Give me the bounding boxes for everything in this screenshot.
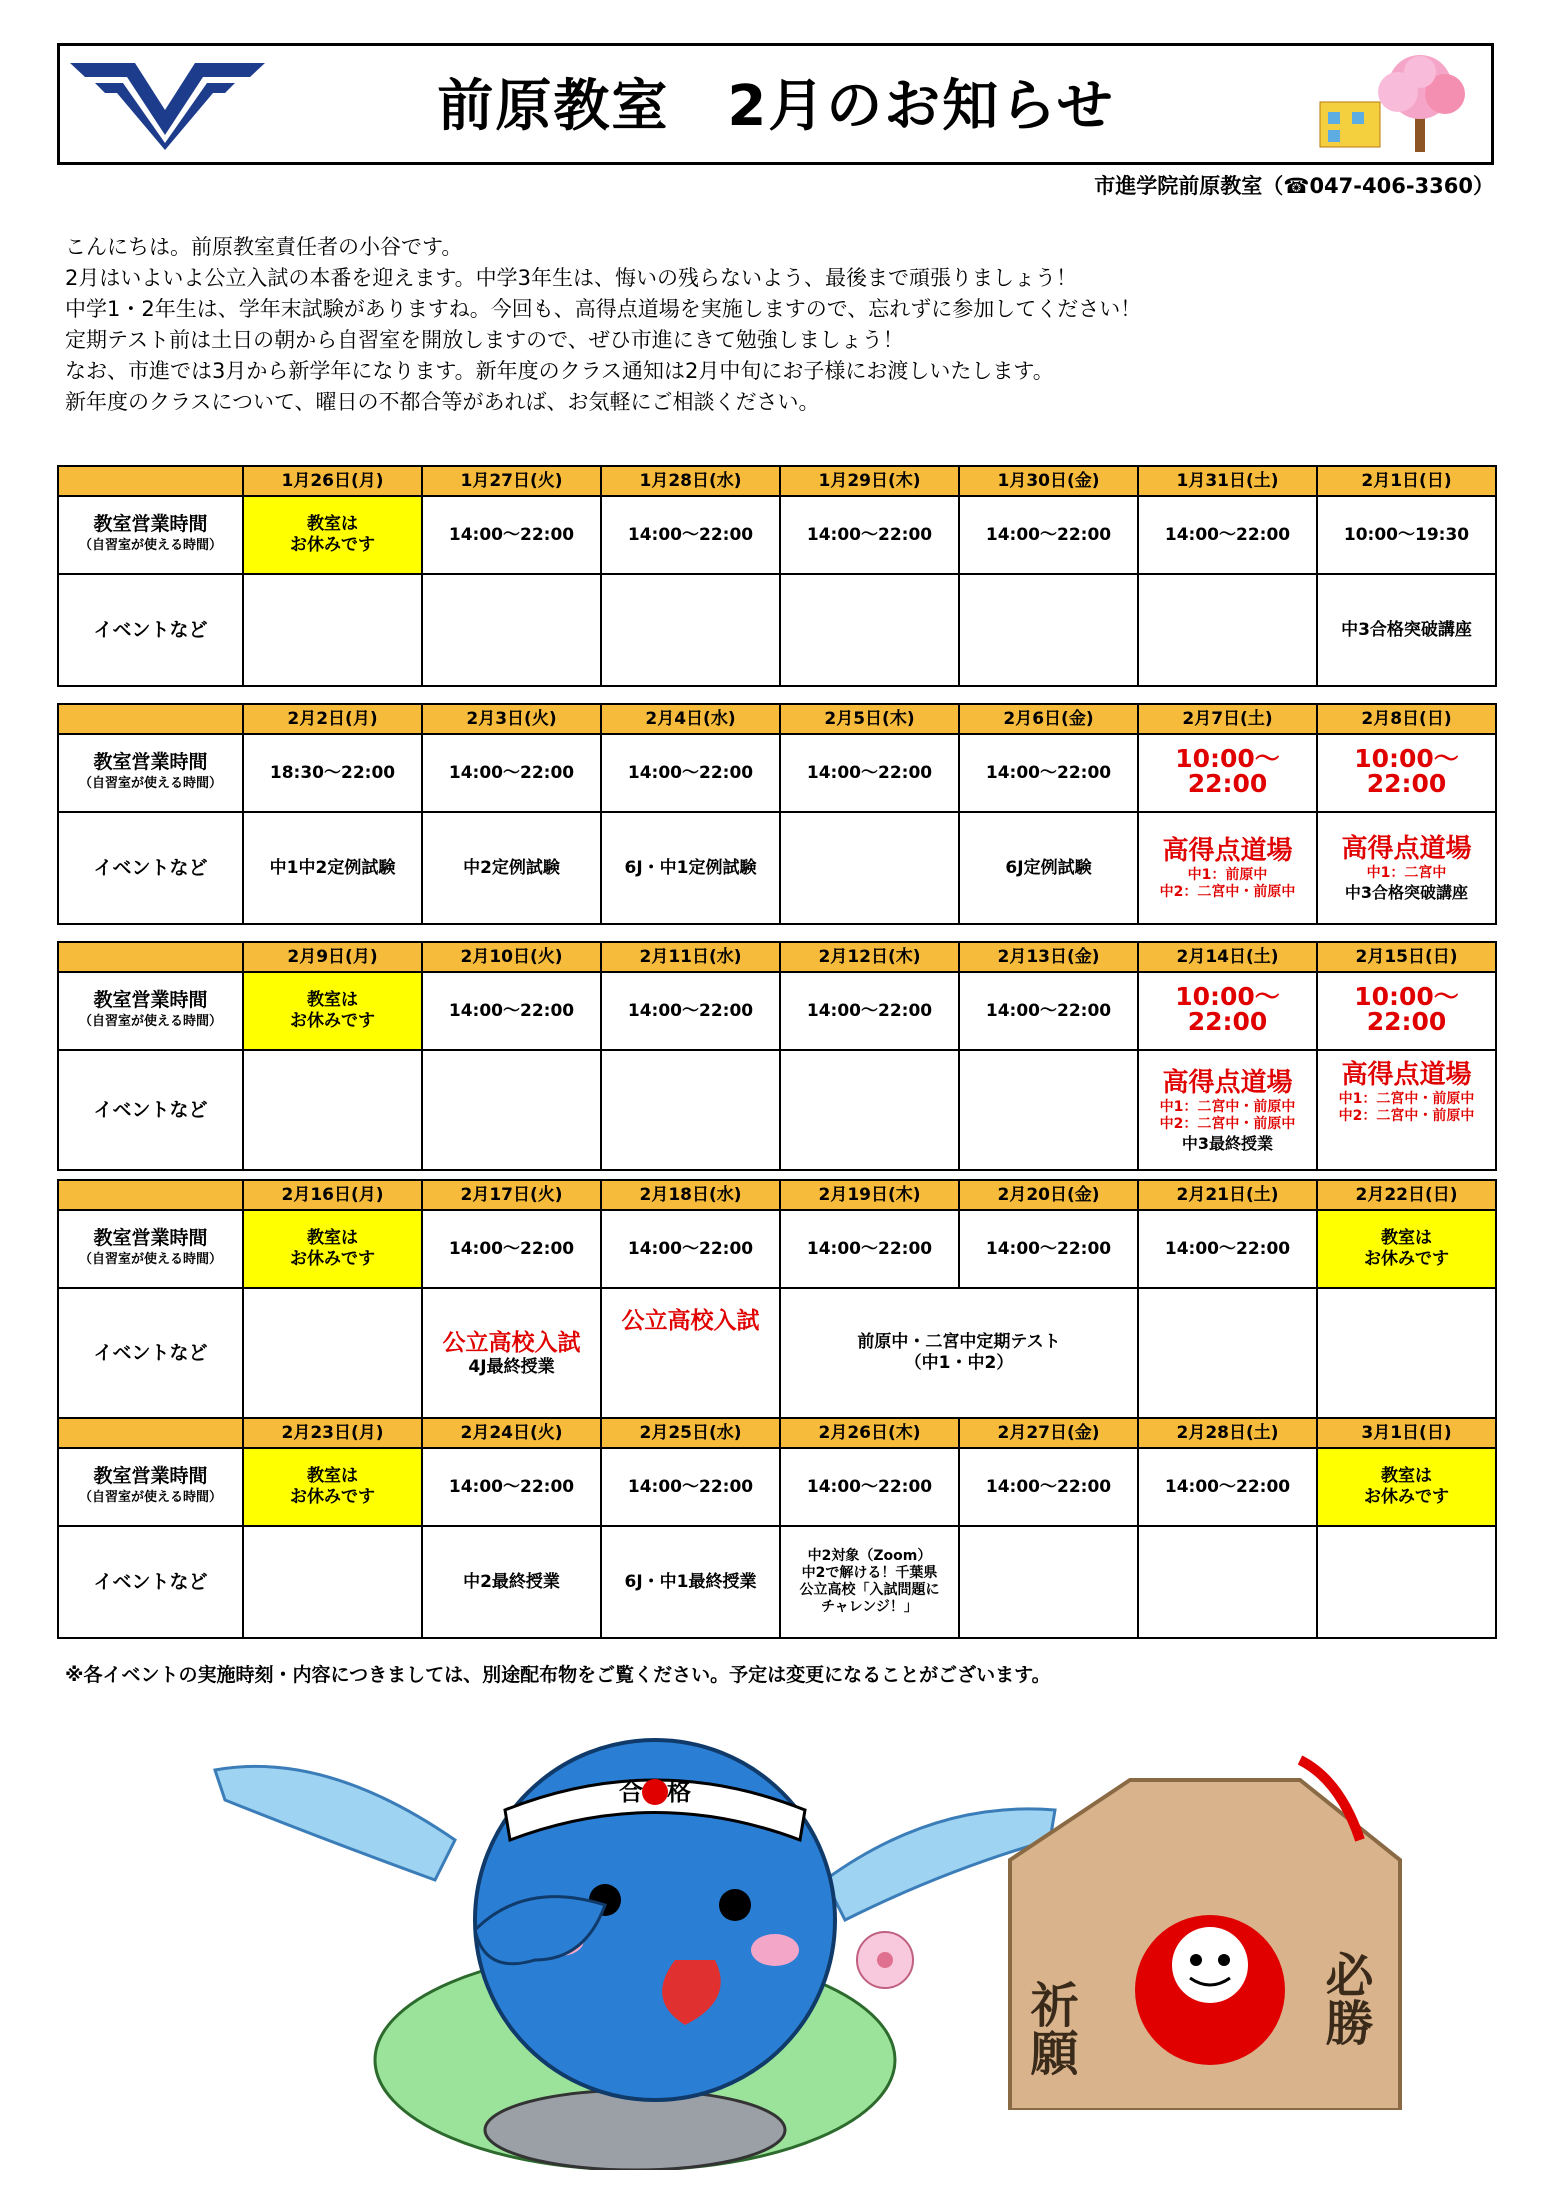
- events-label: イベントなど: [58, 1050, 243, 1170]
- hours-cell: 14:00～22:00: [959, 1210, 1138, 1288]
- closed-cell: 教室は お休みです: [1317, 1448, 1496, 1526]
- event-cell: 前原中・二宮中定期テスト （中1・中2）: [780, 1288, 1138, 1418]
- event-cell: [601, 1050, 780, 1170]
- intro-line: 新年度のクラスについて、曜日の不都合等があれば、お気軽にご相談ください。: [65, 390, 820, 414]
- hours-cell: 14:00～22:00: [780, 496, 959, 574]
- closed-cell: 教室は お休みです: [243, 496, 422, 574]
- event-cell: [1138, 1526, 1317, 1638]
- hours-row: [58, 734, 1496, 812]
- hours-cell: 14:00～22:00: [422, 734, 601, 812]
- intro-line: 2月はいよいよ公立入試の本番を迎えます。中学3年生は、悔いの残らないよう、最後まで頑張りましょう！: [65, 266, 1078, 290]
- event-cell: [780, 1050, 959, 1170]
- date-header-row: [58, 942, 1496, 972]
- date-cell: 2月6日(金): [959, 704, 1138, 734]
- events-label: イベントなど: [58, 812, 243, 924]
- event-cell: [780, 812, 959, 924]
- hours-cell: 14:00～22:00: [959, 496, 1138, 574]
- date-cell: 2月10日(火): [422, 942, 601, 972]
- date-cell: 2月25日(水): [601, 1418, 780, 1448]
- hours-cell: 10:00～19:30: [1317, 496, 1496, 574]
- hours-cell: 14:00～22:00: [601, 1448, 780, 1526]
- hours-label: 教室営業時間 （自習室が使える時間）: [58, 1448, 243, 1526]
- date-cell: 2月20日(金): [959, 1180, 1138, 1210]
- event-cell: 中2最終授業: [422, 1526, 601, 1638]
- page-title: 前原教室 2月のお知らせ: [437, 74, 1115, 139]
- hours-cell: 14:00～22:00: [422, 1210, 601, 1288]
- date-header-row: [58, 704, 1496, 734]
- date-cell: 2月16日(月): [243, 1180, 422, 1210]
- hours-cell: 14:00～22:00: [780, 734, 959, 812]
- event-cell: 高得点道場 中1：前原中 中2：二宮中・前原中: [1138, 812, 1317, 924]
- hours-cell: 14:00～22:00: [780, 1210, 959, 1288]
- week-schedule-1: [57, 465, 1497, 687]
- cherry-tree-illustration: [1310, 52, 1470, 157]
- intro-line: なお、市進では3月から新学年になります。新年度のクラス通知は2月中旬にお子様にお渡しいたします。: [65, 359, 1054, 383]
- event-cell: [1138, 1288, 1317, 1418]
- events-row: [58, 1050, 1496, 1170]
- date-cell: 2月21日(土): [1138, 1180, 1317, 1210]
- mascot-illustration: [205, 1730, 1065, 2170]
- event-cell: [601, 574, 780, 686]
- contact-info: 市進学院前原教室（☎047-406-3360）: [1094, 174, 1494, 198]
- date-cell: 2月4日(水): [601, 704, 780, 734]
- event-cell: [243, 1288, 422, 1418]
- hours-row: [58, 1210, 1496, 1288]
- hours-row: [58, 496, 1496, 574]
- events-label: イベントなど: [58, 1526, 243, 1638]
- date-cell: 2月26日(木): [780, 1418, 959, 1448]
- event-cell: [422, 1050, 601, 1170]
- event-cell: [243, 574, 422, 686]
- closed-cell: 教室は お休みです: [243, 972, 422, 1050]
- date-cell: 1月27日(火): [422, 466, 601, 496]
- sakura-icon: [857, 1932, 913, 1988]
- date-cell: 2月27日(金): [959, 1418, 1138, 1448]
- event-cell: 中2対象（Zoom） 中2で解ける！千葉県 公立高校「入試問題に チャレンジ！」: [780, 1526, 959, 1638]
- intro-line: 定期テスト前は土日の朝から自習室を開放しますので、ぜひ市進にきて勉強しましょう！: [65, 328, 904, 352]
- event-cell: 中2定例試験: [422, 812, 601, 924]
- intro-message: [65, 232, 1141, 418]
- event-cell: 公立高校入試 4J最終授業: [422, 1288, 601, 1418]
- date-cell: 1月31日(土): [1138, 466, 1317, 496]
- date-cell: 1月28日(水): [601, 466, 780, 496]
- hours-row: [58, 972, 1496, 1050]
- hours-cell: 14:00～22:00: [601, 1210, 780, 1288]
- event-cell: [1317, 1526, 1496, 1638]
- blank-cell: [58, 1418, 243, 1448]
- events-row: [58, 812, 1496, 924]
- intro-line: 中学1・2年生は、学年末試験がありますね。今回も、高得点道場を実施しますので、忘れずに参加してください！: [65, 297, 1142, 321]
- date-cell: 2月12日(木): [780, 942, 959, 972]
- event-cell: [243, 1050, 422, 1170]
- date-cell: 2月9日(月): [243, 942, 422, 972]
- blank-cell: [58, 704, 243, 734]
- event-title: 公立高校入試: [621, 1308, 760, 1334]
- date-cell: 1月26日(月): [243, 466, 422, 496]
- date-cell: 2月14日(土): [1138, 942, 1317, 972]
- hours-cell: 14:00～22:00: [1138, 496, 1317, 574]
- ema-plaque-illustration: [1000, 1720, 1410, 2110]
- event-title: 公立高校入試: [442, 1329, 581, 1356]
- event-cell: 中3合格突破講座: [1317, 574, 1496, 686]
- date-cell: 3月1日(日): [1317, 1418, 1496, 1448]
- hours-cell: 14:00～22:00: [959, 1448, 1138, 1526]
- footnote: ※各イベントの実施時刻・内容につきましては、別途配布物をご覧ください。予定は変更になることがございます。: [65, 1664, 1051, 1686]
- hours-cell: 10:00～22:00: [1317, 734, 1496, 812]
- hours-cell: 14:00～22:00: [422, 496, 601, 574]
- event-cell: [959, 1050, 1138, 1170]
- date-header-row: [58, 466, 1496, 496]
- event-cell: 高得点道場 中1：二宮中 中3合格突破講座: [1317, 812, 1496, 924]
- event-cell: 高得点道場 中1：二宮中・前原中 中2：二宮中・前原中 中3最終授業: [1138, 1050, 1317, 1170]
- date-cell: 2月17日(火): [422, 1180, 601, 1210]
- date-cell: 2月8日(日): [1317, 704, 1496, 734]
- hours-cell: 14:00～22:00: [959, 734, 1138, 812]
- date-cell: 2月11日(水): [601, 942, 780, 972]
- date-cell: 1月30日(金): [959, 466, 1138, 496]
- events-row: [58, 1526, 1496, 1638]
- hours-label: 教室営業時間 （自習室が使える時間）: [58, 734, 243, 812]
- date-cell: 2月13日(金): [959, 942, 1138, 972]
- date-cell: 2月19日(木): [780, 1180, 959, 1210]
- closed-cell: 教室は お休みです: [243, 1210, 422, 1288]
- event-cell: [601, 1288, 780, 1418]
- event-cell: 中1中2定例試験: [243, 812, 422, 924]
- event-cell: [422, 574, 601, 686]
- hours-cell: 10:00～22:00: [1138, 734, 1317, 812]
- date-cell: 2月23日(月): [243, 1418, 422, 1448]
- hours-cell: 14:00～22:00: [422, 972, 601, 1050]
- event-cell: [1317, 1288, 1496, 1418]
- week-schedule-4: [57, 1179, 1497, 1419]
- closed-cell: 教室は お休みです: [1317, 1210, 1496, 1288]
- date-cell: 1月29日(木): [780, 466, 959, 496]
- hours-label: 教室営業時間 （自習室が使える時間）: [58, 1210, 243, 1288]
- event-title: 高得点道場: [1162, 836, 1293, 866]
- hours-label: 教室営業時間 （自習室が使える時間）: [58, 972, 243, 1050]
- week-schedule-2: [57, 703, 1497, 925]
- events-row: [58, 1288, 1496, 1418]
- events-label: イベントなど: [58, 1288, 243, 1418]
- hours-cell: 10:00～22:00: [1317, 972, 1496, 1050]
- hours-cell: 18:30～22:00: [243, 734, 422, 812]
- date-cell: 2月22日(日): [1317, 1180, 1496, 1210]
- date-cell: 2月2日(月): [243, 704, 422, 734]
- intro-line: こんにちは。前原教室責任者の小谷です。: [65, 235, 463, 259]
- hours-cell: 14:00～22:00: [959, 972, 1138, 1050]
- hours-row: [58, 1448, 1496, 1526]
- hours-cell: 14:00～22:00: [601, 734, 780, 812]
- date-cell: 2月24日(火): [422, 1418, 601, 1448]
- hours-cell: 14:00～22:00: [601, 972, 780, 1050]
- hours-cell: 14:00～22:00: [780, 1448, 959, 1526]
- date-cell: 2月5日(木): [780, 704, 959, 734]
- date-cell: 2月15日(日): [1317, 942, 1496, 972]
- hours-cell: 14:00～22:00: [780, 972, 959, 1050]
- event-cell: [959, 1526, 1138, 1638]
- events-row: [58, 574, 1496, 686]
- hours-cell: 14:00～22:00: [1138, 1448, 1317, 1526]
- date-header-row: [58, 1180, 1496, 1210]
- event-cell: 6J定例試験: [959, 812, 1138, 924]
- closed-cell: 教室は お休みです: [243, 1448, 422, 1526]
- date-cell: 2月1日(日): [1317, 466, 1496, 496]
- hours-label: 教室営業時間 （自習室が使える時間）: [58, 496, 243, 574]
- date-cell: 2月3日(火): [422, 704, 601, 734]
- week-schedule-5: [57, 1417, 1497, 1639]
- event-cell: [959, 574, 1138, 686]
- blank-cell: [58, 942, 243, 972]
- event-cell: 高得点道場 中1：二宮中・前原中 中2：二宮中・前原中: [1317, 1050, 1496, 1170]
- headband-text: 合 格: [619, 1778, 691, 1806]
- blank-cell: [58, 466, 243, 496]
- hours-cell: 14:00～22:00: [601, 496, 780, 574]
- ema-right-text: 必勝: [1317, 1950, 1373, 2046]
- event-title: 高得点道場: [1341, 834, 1472, 864]
- ema-left-text: 祈願: [1022, 1980, 1078, 2076]
- events-label: イベントなど: [58, 574, 243, 686]
- event-cell: [243, 1526, 422, 1638]
- week-schedule-3: [57, 941, 1497, 1171]
- hours-cell: 14:00～22:00: [422, 1448, 601, 1526]
- event-title: 高得点道場: [1162, 1067, 1293, 1098]
- hours-cell: 10:00～22:00: [1138, 972, 1317, 1050]
- blank-cell: [58, 1180, 243, 1210]
- event-cell: 6J・中1定例試験: [601, 812, 780, 924]
- hours-cell: 14:00～22:00: [1138, 1210, 1317, 1288]
- date-header-row: [58, 1418, 1496, 1448]
- date-cell: 2月18日(水): [601, 1180, 780, 1210]
- event-title: 高得点道場: [1341, 1060, 1472, 1090]
- event-cell: [1138, 574, 1317, 686]
- event-cell: 6J・中1最終授業: [601, 1526, 780, 1638]
- date-cell: 2月28日(土): [1138, 1418, 1317, 1448]
- date-cell: 2月7日(土): [1138, 704, 1317, 734]
- event-cell: [780, 574, 959, 686]
